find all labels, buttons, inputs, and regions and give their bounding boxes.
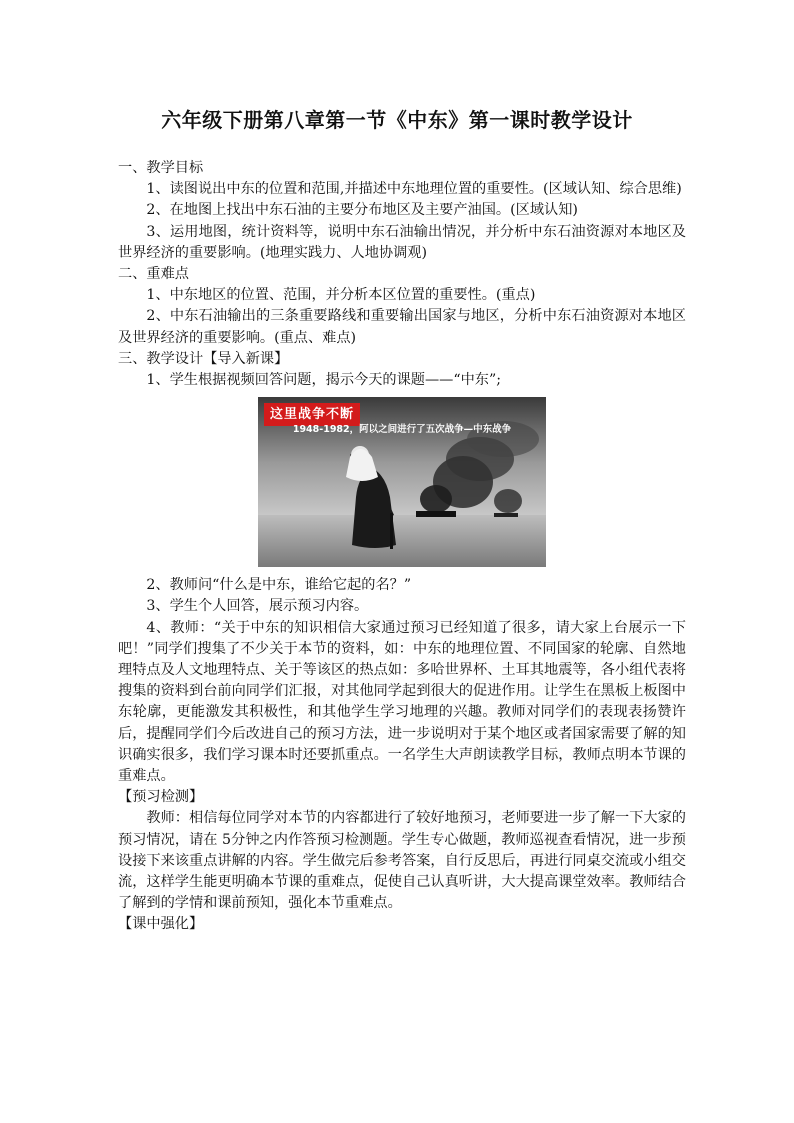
design-step-4: 4、教师：“关于中东的知识相信大家通过预习已经知道了很多，请大家上台展示一下吧！”同学们搜集了不少关于本节的资料，如：中东的地理位置、不同国家的轮廓、自然地理特点及人文地理特点、关于等该区的热点如：多哈世界杯、土耳其地震等，各小组代表将搜集的资料到台前向同学们汇报，对其他同学起到很大的促进作用。让学生在黑板上板图中东轮廓，更能激发其积极性，和其他学生学习地理的兴趣。教师对同学们的表现表扬赞许后，提醒同学们今后改进自己的预习方法，进一步说明对于某个地区或者国家需要了解的知识确实很多，我们学习课本时还要抓重点。一名学生大声朗读教学目标，教师点明本节课的重难点。 [118,619,686,785]
design-step-3: 3、学生个人回答，展示预习内容。 [146,598,369,615]
section-heading-design: 三、教学设计【导入新课】 [118,350,289,367]
objective-3: 3、运用地图，统计资料等，说明中东石油输出情况，并分析中东石油资源对本地区及世界经济的重要影响。(地理实践力、人地协调观) [118,223,686,261]
objective-2: 2、在地图上找出中东石油的主要分布地区及主要产油国。(区域认知) [146,202,578,219]
design-step-1: 1、学生根据视频回答问题，揭示今天的课题——“中东”; [146,372,502,389]
section-heading-objectives: 一、教学目标 [118,160,204,176]
photo-caption: 1948-1982，阿以之间进行了五次战争—中东战争 [292,424,512,436]
section-heading-preview-check: 【预习检测】 [118,789,204,806]
objective-1: 1、读图说出中东的位置和范围,并描述中东地理位置的重要性。(区域认知、综合思维) [146,181,682,198]
document-body [118,158,686,936]
photo-banner: 这里战争不断 [264,403,360,426]
page-title: 六年级下册第八章第一节《中东》第一课时教学设计 [161,108,633,132]
key-point-1: 1、中东地区的位置、范围，并分析本区位置的重要性。(重点) [146,287,536,304]
key-point-2: 2、中东石油输出的三条重要路线和重要输出国家与地区，分析中东石油资源对本地区及世界经济的重要影响。(重点、难点) [118,308,686,346]
preview-check-paragraph: 教师：相信每位同学对本节的内容都进行了较好地预习，老师要进一步了解一下大家的预习情况，请在 5分钟之内作答预习检测题。学生专心做题，教师巡视查看情况，进一步预设接下来该重点讲解的内容。学生做完后参考答案，自行反思后，再进行同桌交流或小组交流，这样学生能更明确本节课的重难点，促使自己认真听讲，大大提高课堂效率。教师结合了解到的学情和课前预知，强化本节重难点。 [118,810,686,912]
section-heading-in-class: 【课中强化】 [118,916,204,933]
section-heading-key-points: 二、重难点 [118,266,189,283]
design-step-2: 2、教师问“什么是中东，谁给它起的名？” [146,577,412,594]
war-photo [258,397,546,567]
